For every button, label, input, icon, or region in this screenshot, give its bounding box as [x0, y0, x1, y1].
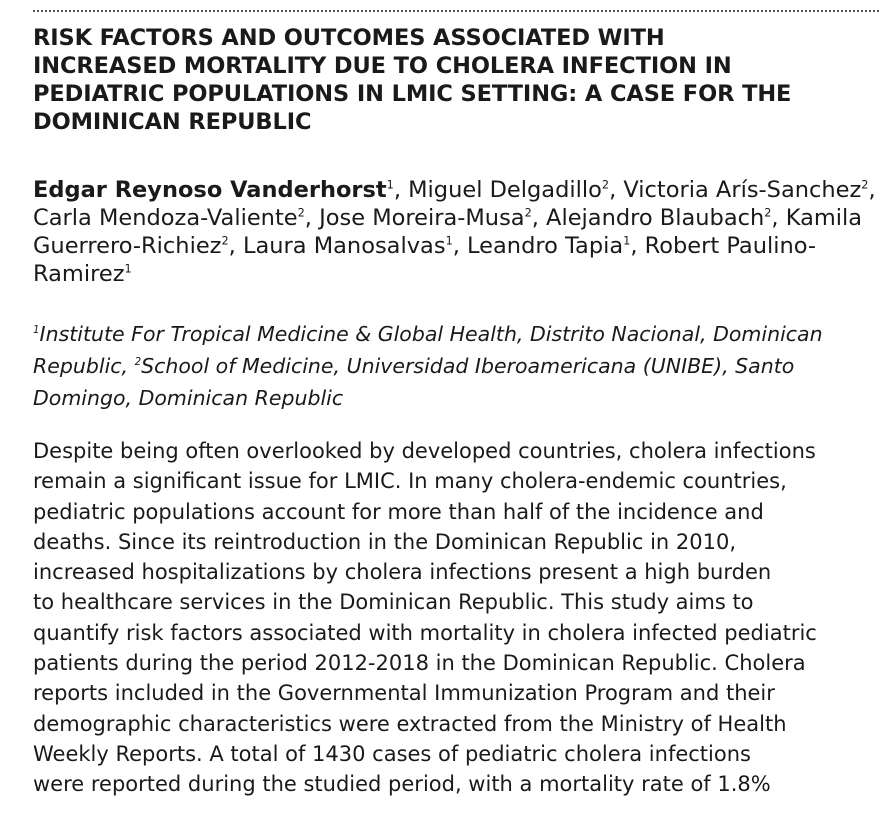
affiliation-mark: 1: [33, 324, 40, 337]
abstract-page: [33, 0, 879, 826]
author-name: , Jose Moreira-Musa: [304, 205, 525, 231]
lead-author: Edgar Reynoso Vanderhorst: [33, 177, 387, 203]
author-affiliation-mark: 1: [386, 178, 394, 192]
abstract-line: Despite being often overlooked by developed countries, cholera infections: [33, 439, 816, 463]
title-line: PEDIATRIC POPULATIONS IN LMIC SETTING: A CASE FOR THE: [33, 81, 792, 107]
abstract-line: deaths. Since its reintroduction in the Dominican Republic in 2010,: [33, 529, 737, 554]
author-affiliation-mark: 1: [623, 234, 631, 248]
dotted-divider: [33, 10, 879, 12]
abstract-line: Weekly Reports. A total of 1430 cases of pediatric cholera infections: [33, 741, 751, 766]
title-line: INCREASED MORTALITY DUE TO CHOLERA INFECTION IN: [33, 53, 732, 79]
author-affiliation-mark: 1: [445, 234, 453, 248]
abstract-line: reports included in the Governmental Immunization Program and their: [33, 681, 775, 706]
author-name: , Carla Mendoza-Valiente: [33, 177, 876, 231]
author-affiliation-mark: 2: [524, 206, 532, 220]
author-name: , Victoria Arís-Sanchez: [609, 177, 862, 203]
author-affiliation-mark: 2: [601, 178, 610, 192]
author-affiliation-mark: 2: [764, 206, 772, 220]
abstract-line: demographic characteristics were extracted from the Ministry of Health: [33, 711, 787, 736]
author-name: , Miguel Delgadillo: [393, 177, 602, 203]
author-name: , Robert Paulino-Ramirez: [33, 233, 817, 287]
abstract-line: patients during the period 2012-2018 in the Dominican Republic. Cholera: [33, 651, 806, 676]
abstract-line: to healthcare services in the Dominican Republic. This study aims to: [33, 590, 754, 615]
author-name: , Leandro Tapia: [452, 233, 624, 259]
abstract-line: pediatric populations account for more than half of the incidence and: [33, 499, 764, 524]
author-list: [33, 176, 879, 288]
abstract-line: were reported during the studied period, with a mortality rate of 1.8%: [33, 772, 771, 797]
author-name: , Alejandro Blaubach: [531, 205, 765, 231]
author-affiliation-mark: 2: [221, 234, 229, 248]
affiliation-text: Institute For Tropical Medicine & Global Health, Distrito Nacional, Dominican Republic,: [33, 322, 823, 378]
abstract-body: [33, 436, 879, 800]
abstract-title: [33, 24, 873, 136]
abstract-line: quantify risk factors associated with mortality in cholera infected pediatric: [33, 620, 817, 645]
abstract-line: remain a significant issue for LMIC. In many cholera-endemic countries,: [33, 469, 787, 494]
title-line: DOMINICAN REPUBLIC: [33, 109, 312, 135]
author-affiliation-mark: 2: [297, 206, 305, 220]
affiliation-text: School of Medicine, Universidad Iberoamericana (UNIBE), Santo Domingo, Dominican Republic: [33, 354, 795, 410]
abstract-line: increased hospitalizations by cholera infections present a high burden: [33, 560, 772, 585]
author-affiliation-mark: 2: [861, 178, 869, 192]
author-name: , Laura Manosalvas: [228, 233, 446, 259]
author-affiliation-mark: 1: [124, 262, 132, 276]
title-line: RISK FACTORS AND OUTCOMES ASSOCIATED WITH: [33, 25, 665, 51]
author-name: , Kamila Guerrero-Richiez: [33, 205, 863, 259]
affiliations: [33, 318, 853, 414]
affiliation-mark: 2: [134, 356, 142, 369]
